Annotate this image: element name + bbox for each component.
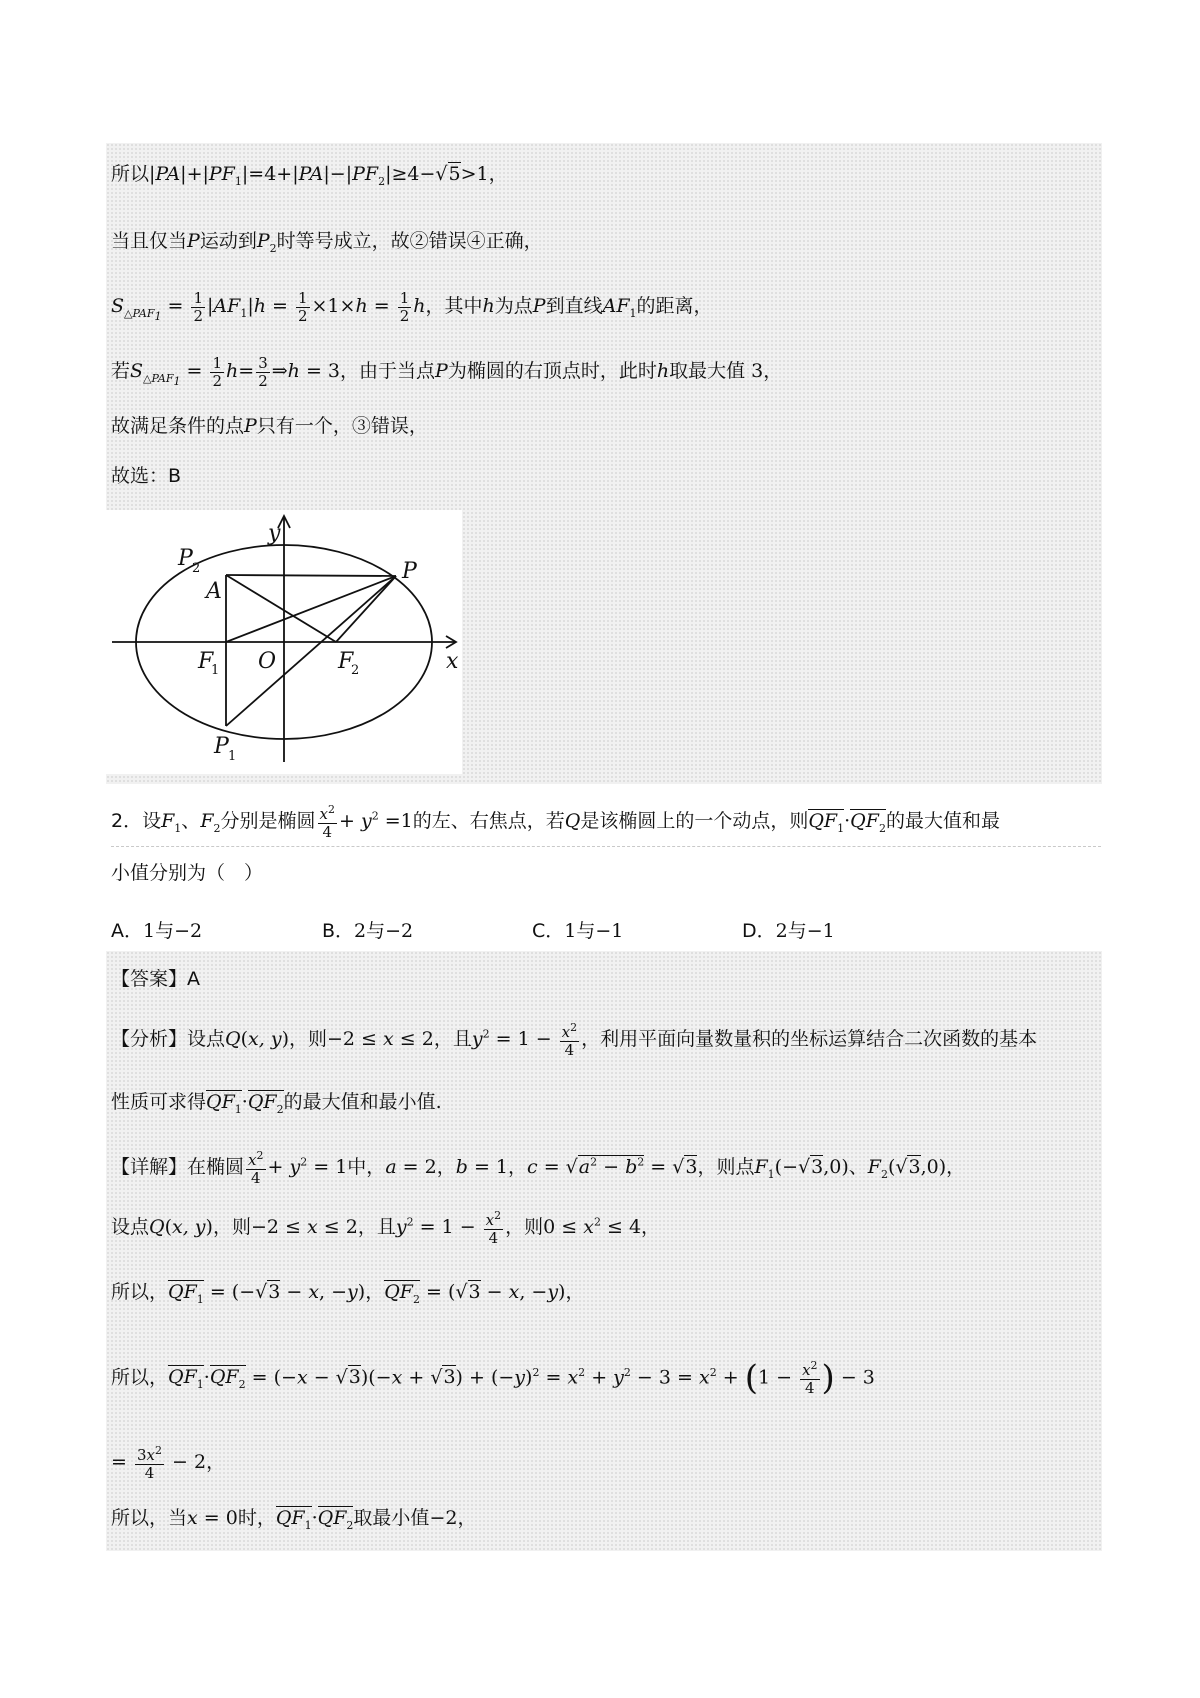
question-text-c: 分别是椭圆 [220, 810, 316, 832]
detail-line-2: 设点Q(x, y)，则−2 ≤ x ≤ 2，且$y^2 = 1$ − $\frac{x^2}{4}$ ，则$0 \le x^2 \le 4$， [111, 1209, 661, 1247]
question-line-1: 2．设$F_1$、$F_2$分别是椭圆 $\frac{x^2}{4}$ + $y^2 =1$的左、右焦点，若Q是该椭圆上的一个动点，则$QF_1\cdot QF_2$的最大值和最 [111, 803, 1000, 841]
question-text-b: 、 [181, 810, 201, 832]
answer-value: A [187, 968, 201, 990]
detail-l3-text: 所以， [111, 1281, 169, 1303]
option-c-value: 1与−1 [564, 920, 624, 942]
label-F1-sub: 1 [211, 663, 220, 678]
option-b-label: B． [322, 920, 355, 942]
answer-line [111, 968, 200, 991]
analysis-text-d: ，利用平面向量数量积的坐标运算结合二次函数的基本 [581, 1028, 1038, 1050]
answer-tag: 【答案】 [111, 968, 188, 990]
label-A: A [206, 579, 222, 604]
ellipse-diagram [106, 510, 462, 774]
label-P1-sub: 1 [228, 749, 237, 764]
separator [111, 846, 1101, 847]
detail-l1-a: 在椭圆 [187, 1156, 245, 1178]
analysis-text-c: ，且 [433, 1028, 472, 1050]
option-a-label: A． [111, 920, 143, 942]
label-O: O [258, 649, 277, 674]
label-F2-sub: 2 [351, 663, 360, 678]
y-axis-label: y [268, 521, 281, 546]
option-d-label: D． [742, 920, 776, 942]
detail-l1-b: 中， [347, 1156, 386, 1178]
detail-l1-c: ，则点 [697, 1156, 755, 1178]
x-axis-label: x [446, 649, 459, 674]
analysis-tag: 【分析】 [111, 1028, 188, 1050]
question-text-a: 设 [142, 810, 162, 832]
detail-tag: 【详解】 [111, 1156, 188, 1178]
question-text-d: 的左、右焦点，若 [412, 810, 565, 832]
option-d-value: 2与−1 [775, 920, 835, 942]
analysis-line-2: 性质可求得$QF_1\cdot QF_2$的最大值和最小值. [111, 1091, 442, 1116]
detail-l2-d: ，则 [505, 1216, 544, 1238]
label-F2: F [338, 649, 354, 674]
detail-l4-text: 所以， [111, 1366, 169, 1389]
solution-line-5: 故满足条件的点P只有一个，③错误， [111, 415, 428, 437]
solution-line-1: 所以$|PA|+|PF_1|=4+|PA|-|PF_2|\ge 4-√5>1$， [111, 163, 508, 188]
detail-line-3: 所以，$QF_1 = (-√3 - x$, −y)，$QF_2 = (√3 - x$, −y)， [111, 1281, 585, 1306]
option-c[interactable] [532, 916, 623, 943]
detail-line-6: 所以，当x = 0时，$QF_1\cdot QF_2$取最小值−2， [111, 1507, 477, 1532]
option-b-value: 2与−2 [354, 920, 414, 942]
analysis-line-1: 【分析】设点Q(x, y)，则−2 ≤ x ≤ 2，且$y^2 = 1$ − $\frac{x^2}{4}$ ，利用平面向量数量积的坐标运算结合二次函数的基本 [111, 1021, 1038, 1059]
analysis-text-b: ，则 [288, 1028, 327, 1050]
detail-l6-c: 取最小值 [353, 1507, 430, 1529]
label-F1: F [198, 649, 214, 674]
label-P2: P [178, 546, 193, 571]
option-a-value: 1与−2 [143, 920, 203, 942]
option-d[interactable] [742, 916, 835, 943]
detail-l2-a: 设点 [111, 1216, 150, 1238]
question-text-e: 是该椭圆上的一个动点，则 [580, 810, 809, 832]
question-line-2: 小值分别为（ ） [111, 862, 264, 884]
detail-l2-b: ，则 [212, 1216, 251, 1238]
solution-line-2: 当且仅当P运动到$P_2$时等号成立，故②错误④正确， [111, 230, 543, 255]
detail-l6-a: 所以，当 [111, 1507, 188, 1529]
detail-l2-c: ，且 [357, 1216, 396, 1238]
question-number: 2． [111, 810, 143, 832]
ellipse-figure [106, 510, 462, 774]
analysis-line2-b: 的最大值和最小值. [283, 1091, 442, 1113]
label-P2-sub: 2 [192, 561, 201, 576]
solution-line-6: 故选：B [111, 465, 182, 487]
analysis-line2-a: 性质可求得 [111, 1091, 207, 1113]
detail-line-1: 【详解】在椭圆 $\frac{x^2}{4}$ + $y^2 = 1$中，a = 2，b = 1，$c = √a^2 - b^2 = √3$，则点$F_1(-√3,0)$、$F_2(√3,0)$， [111, 1149, 966, 1187]
option-c-label: C． [532, 920, 565, 942]
detail-l6-b: 时， [237, 1507, 276, 1529]
detail-line-4: 所以，$QF_1\cdot QF_2 = (-x - √3)(-x + √3) + (-y)^2 = x^2 + y^2 - 3 = x^2 + (1$ − $\frac{x^2}{4}$ ) − 3 [111, 1358, 875, 1398]
label-P: P [402, 559, 417, 584]
solution-line-3: $S_{\triangle PAF_1}$ = $\frac{1}{2}$ $|AF_1|h$ = $\frac{1}{2}$ ×1×h = $\frac{1}{2}$ h，其中h为点P到直线$AF_1$的距离， [111, 289, 713, 325]
detail-line-5: = $\frac{3x^2}{4}$ − 2， [111, 1444, 226, 1482]
analysis-text-a: 设点 [187, 1028, 226, 1050]
question-text-f: 的最大值和最 [885, 810, 1000, 832]
option-a[interactable] [111, 916, 202, 943]
option-b[interactable] [322, 916, 413, 943]
label-P1: P [214, 734, 229, 759]
solution-line-4: 若$S_{\triangle PAF_1}$ = $\frac{1}{2}$ h= $\frac{3}{2}$ ⇒h = 3，由于当点P为椭圆的右顶点时，此时h取最大值 3， [111, 354, 783, 390]
